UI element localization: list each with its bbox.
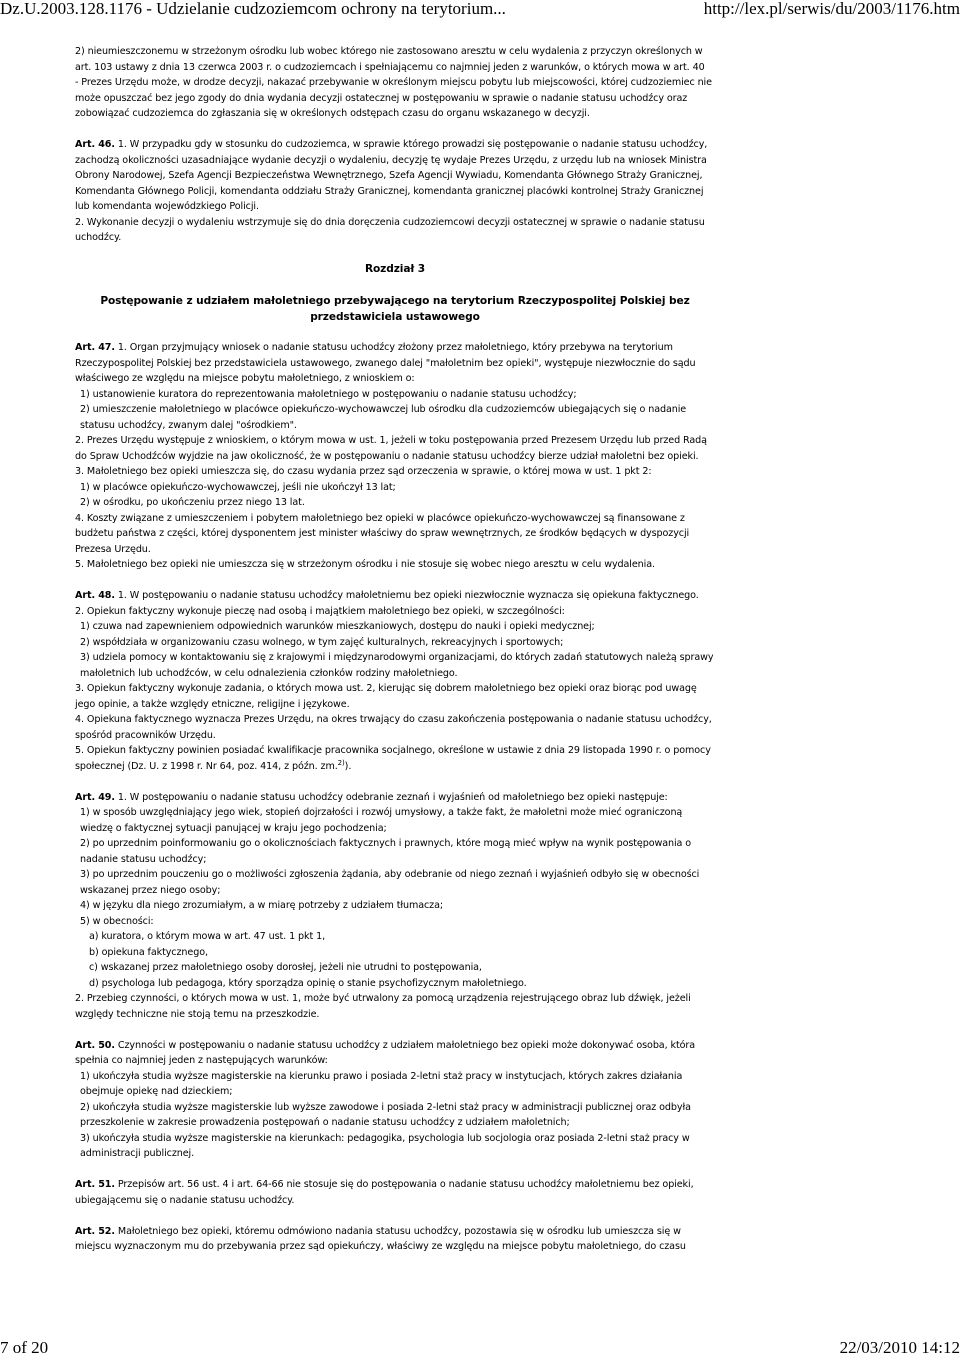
list-item: 1) w placówce opiekuńczo-wychowawczej, jeśli nie ukończył 13 lat; bbox=[80, 481, 396, 493]
article-heading: Art. 50. bbox=[75, 1039, 115, 1051]
article-paragraph: 4. Opiekuna faktycznego wyznacza Prezes Urzędu, na okres trwający do czasu zakończenia postępowania o nadanie statusu uchodźcy, spośród pracowników Urzędu. bbox=[75, 714, 712, 741]
article-text: 1. W postępowaniu o nadanie statusu uchodźcy małoletniemu bez opieki niezwłocznie wyznacza się opiekuna faktycznego. bbox=[114, 590, 699, 601]
footnote-marker: 2) bbox=[337, 758, 345, 767]
article-heading: Art. 52. bbox=[75, 1225, 115, 1237]
article-paragraph: 4. Koszty związane z umieszczeniem i pobytem małoletniego bez opieki w placówce opiekuńczo-wychowawczej są finansowane z budżetu państwa z części, której dysponentem jest minister właściwy do spraw wewnętrznych, ze środków będących w dyspozycji Prezesa Urzędu. bbox=[75, 512, 690, 555]
document-body bbox=[75, 44, 715, 1255]
page-header bbox=[0, 0, 960, 18]
article-46 bbox=[75, 137, 715, 246]
sub-list-item: a) kuratora, o którym mowa w art. 47 ust. 1 pkt 1, bbox=[89, 931, 326, 942]
article-text: Przepisów art. 56 ust. 4 i art. 64-66 nie stosuje się do postępowania o nadanie statusu uchodźcy małoletniemu bez opieki, ubiegającemu się o nadanie statusu uchodźcy. bbox=[75, 1179, 694, 1206]
chapter-header bbox=[75, 261, 715, 325]
article-heading: Art. 48. bbox=[75, 590, 115, 601]
paragraph-text-end: ). bbox=[344, 760, 352, 772]
list-item: 2) współdziała w organizowaniu czasu wolnego, w tym zajęć kulturalnych, rekreacyjnych i sportowych; bbox=[80, 636, 564, 648]
list-item: 1) w sposób uwzględniający jego wiek, stopień dojrzałości i rozwój umysłowy, a także fakt, że małoletni może mieć ograniczoną wiedzę o faktycznej sytuacji panującej w kraju jego pochodzenia; bbox=[80, 807, 683, 834]
intro-paragraph: 2) nieumieszczonemu w strzeżonym ośrodku lub wobec którego nie zastosowano aresztu w celu wydalenia z przyczyn określonych w art. 103 ustawy z dnia 13 czerwca 2003 r. o cudzoziemcach i spełniającemu co najmniej jeden z warunków, o których mowa w art. 40 bbox=[75, 46, 705, 73]
list-item: 1) ukończyła studia wyższe magisterskie na kierunku prawo i posiada 2-letni staż pracy w instytucjach, których zakres działania obejmuje opiekę nad dzieckiem; bbox=[80, 1070, 683, 1097]
article-text: 1. W postępowaniu o nadanie statusu uchodźcy odebranie zeznań i wyjaśnień od małoletniego bez opieki następuje: bbox=[114, 791, 668, 803]
page-footer bbox=[0, 1339, 960, 1357]
list-item: 2) umieszczenie małoletniego w placówce opiekuńczo-wychowawczej lub ośrodku dla cudzoziemców ubiegających się o nadanie statusu uchodźcy, zwanym dalej "ośrodkiem". bbox=[80, 404, 687, 431]
list-item: 5) w obecności: bbox=[80, 915, 154, 927]
list-item: 1) ustanowienie kuratora do reprezentowania małoletniego w postępowaniu o nadanie statusu uchodźcy; bbox=[80, 388, 577, 400]
article-paragraph: 3. Opiekun faktyczny wykonuje zadania, o których mowa ust. 2, kierując się dobrem małoletniego bez opieki oraz biorąc pod uwagę jego opinie, a także względy etniczne, religijne i językowe. bbox=[75, 683, 697, 710]
article-text: Małoletniego bez opieki, któremu odmówiono nadania statusu uchodźcy, pozostawia się w ośrodku lub umieszcza się w miejscu wyznaczonym mu do przebywania przez sąd opiekuńczy, właściwy ze względu na miejsce pobytu małoletniego, do czasu bbox=[75, 1225, 686, 1252]
article-paragraph bbox=[75, 743, 715, 774]
sub-list-item: b) opiekuna faktycznego, bbox=[89, 946, 208, 958]
list-item: 3) udziela pomocy w kontaktowaniu się z krajowymi i międzynarodowymi organizacjami, do których zadań statutowych należą sprawy małoletnich lub uchodźców, w celu odnalezienia członków rodziny małoletniego. bbox=[80, 652, 714, 679]
article-heading: Art. 46. bbox=[75, 139, 115, 150]
article-heading: Art. 49. bbox=[75, 791, 115, 803]
list-item: 2) ukończyła studia wyższe magisterskie lub wyższe zawodowe i posiada 2-letni staż pracy w administracji publicznej oraz odbyła przeszkolenie w zakresie prowadzenia postępowań o nadanie statusu uchodźcy z udziałem małoletnich; bbox=[80, 1101, 691, 1128]
list-item: 3) po uprzednim pouczeniu go o możliwości zgłoszenia żądania, aby odebranie od niego zeznań i wyjaśnień odbyło się w obecności wskazanej przez niego osoby; bbox=[80, 869, 700, 896]
article-48 bbox=[75, 588, 715, 774]
header-url: http://lex.pl/serwis/du/2003/1176.htm bbox=[703, 0, 960, 18]
print-timestamp: 22/03/2010 14:12 bbox=[839, 1338, 960, 1357]
list-item: 4) w języku dla niego zrozumiałym, a w miarę potrzeby z udziałem tłumacza; bbox=[80, 900, 444, 911]
article-text: Czynności w postępowaniu o nadanie statusu uchodźcy z udziałem małoletniego bez opieki może dokonywać osoba, która spełnia co najmniej jeden z następujących warunków: bbox=[75, 1039, 695, 1066]
article-paragraph: 3. Małoletniego bez opieki umieszcza się, do czasu wydania przez sąd orzeczenia w sprawie, o której mowa w ust. 1 pkt 2: bbox=[75, 466, 652, 477]
list-item: 2) w ośrodku, po ukończeniu przez niego 13 lat. bbox=[80, 497, 305, 508]
chapter-title: Rozdział 3 bbox=[364, 263, 426, 275]
intro-paragraph: - Prezes Urzędu może, w drodze decyzji, nakazać przebywanie w określonym miejscu pobytu lub miejscowości, której cudzoziemiec nie może opuszczać bez jego zgody do dnia wydania decyzji ostatecznej w postępowaniu w sprawie o nadanie statusu uchodźcy oraz zobowiązać cudzoziemca do zgłaszania się w określonych odstępach czasu do organu wskazanego w decyzji. bbox=[75, 77, 712, 119]
article-47 bbox=[75, 340, 715, 573]
list-item: 3) ukończyła studia wyższe magisterskie na kierunkach: pedagogika, psychologia lub socjologia oraz posiada 2-letni staż pracy w administracji publicznej. bbox=[80, 1132, 690, 1159]
header-title: Dz.U.2003.128.1176 - Udzielanie cudzoziemcom ochrony na terytorium... bbox=[0, 0, 506, 18]
article-52 bbox=[75, 1224, 715, 1255]
page-number: 7 of 20 bbox=[0, 1338, 49, 1357]
article-49 bbox=[75, 790, 715, 1023]
intro-section bbox=[75, 44, 715, 122]
chapter-subtitle: Postępowanie z udziałem małoletniego przebywającego na terytorium Rzeczypospolitej Polskiej bez przedstawiciela ustawowego bbox=[100, 294, 690, 323]
article-paragraph: 2. Wykonanie decyzji o wydaleniu wstrzymuje się do dnia doręczenia cudzoziemcowi decyzji ostatecznej w sprawie o nadanie statusu uchodźcy. bbox=[75, 216, 705, 243]
list-item: 1) czuwa nad zapewnieniem odpowiednich warunków mieszkaniowych, dostępu do nauki i opieki medycznej; bbox=[80, 621, 595, 632]
article-50 bbox=[75, 1038, 715, 1162]
list-item: 2) po uprzednim poinformowaniu go o okolicznościach faktycznych i prawnych, które mogą mieć wpływ na wynik postępowania o nadanie statusu uchodźcy; bbox=[80, 838, 692, 865]
article-paragraph: 5. Małoletniego bez opieki nie umieszcza się w strzeżonym ośrodku i nie stosuje się wobec niego aresztu w celu wydalenia. bbox=[75, 559, 655, 570]
sub-list-item: d) psychologa lub pedagoga, który sporządza opinię o stanie psychofizycznym małoletniego. bbox=[89, 977, 527, 989]
article-text: 1. Organ przyjmujący wniosek o nadanie statusu uchodźcy złożony przez małoletniego, który przebywa na terytorium Rzeczypospolitej Polskiej bez przedstawiciela ustawowego, zwanego dalej "małoletnim bez opieki", występuje niezwłocznie do sądu właściwego ze względu na miejsce pobytu małoletniego, z wnioskiem o: bbox=[75, 342, 696, 384]
article-paragraph: 2. Prezes Urzędu występuje z wnioskiem, o którym mowa w ust. 1, jeżeli w toku postępowania przed Prezesem Urzędu lub przed Radą do Spraw Uchodźców wyjdzie na jaw okoliczność, że w postępowaniu o nadanie statusu uchodźcy bierze udział małoletni bez opieki. bbox=[75, 435, 707, 462]
article-paragraph: 2. Opiekun faktyczny wykonuje pieczę nad osobą i majątkiem małoletniego bez opieki, w szczególności: bbox=[75, 605, 565, 617]
sub-list-item: c) wskazanej przez małoletniego osoby dorosłej, jeżeli nie utrudni to postępowania, bbox=[89, 962, 482, 973]
article-51 bbox=[75, 1177, 715, 1208]
article-heading: Art. 47. bbox=[75, 342, 115, 353]
article-paragraph: 2. Przebieg czynności, o których mowa w ust. 1, może być utrwalony za pomocą urządzenia rejestrującego obraz lub dźwięk, jeżeli względy techniczne nie stoją temu na przeszkodzie. bbox=[75, 993, 691, 1020]
article-text: 1. W przypadku gdy w stosunku do cudzoziemca, w sprawie którego prowadzi się postępowanie o nadanie statusu uchodźcy, zachodzą okoliczności uzasadniające wydanie decyzji o wydaleniu, decyzję tę wydaje Prezes Urzędu, z urzędu lub na wniosek Ministra Obrony Narodowej, Szefa Agencji Bezpieczeństwa Wewnętrznego, Szefa Agencji Wywiadu, Komendanta Głównego Straży Granicznej, Komendanta Głównego Policji, komendanta oddziału Straży Granicznej, komendanta granicznej placówki kontrolnej Straży Granicznej lub komendanta wojewódzkiego Policji. bbox=[75, 139, 708, 212]
article-heading: Art. 51. bbox=[75, 1179, 115, 1190]
paragraph-text: 5. Opiekun faktyczny powinien posiadać kwalifikacje pracownika socjalnego, określone w ustawie z dnia 29 listopada 1990 r. o pomocy społecznej (Dz. U. z 1998 r. Nr 64, poz. 414, z późn. zm. bbox=[75, 745, 711, 772]
